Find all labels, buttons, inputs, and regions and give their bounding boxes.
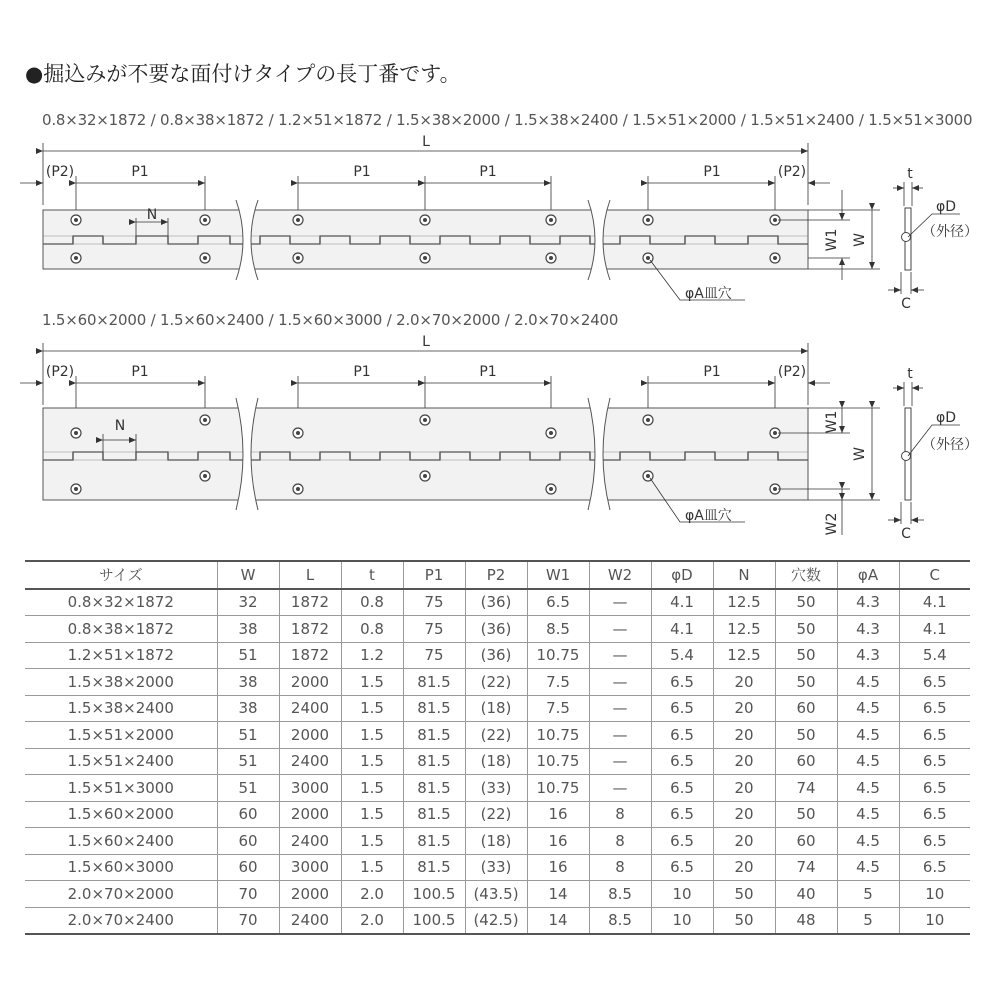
table-cell: 1.5: [341, 748, 403, 775]
table-cell: 7.5: [527, 669, 589, 696]
table-cell: (36): [465, 589, 527, 616]
table-cell: (43.5): [465, 881, 527, 908]
table-cell: 8: [589, 854, 651, 881]
outer-label-2: （外径）: [922, 437, 978, 453]
table-cell: 32: [217, 589, 279, 616]
column-header: P2: [465, 561, 527, 589]
column-header: φD: [651, 561, 713, 589]
table-cell: —: [589, 722, 651, 749]
table-cell: 10.75: [527, 722, 589, 749]
table-row: [25, 695, 970, 722]
table-cell: 1.5: [341, 854, 403, 881]
table-row: [25, 854, 970, 881]
table-cell: 2000: [279, 669, 341, 696]
table-cell: —: [589, 669, 651, 696]
table-cell: 16: [527, 801, 589, 828]
table-cell: 10.75: [527, 748, 589, 775]
table-cell: 1.5×60×2000: [25, 801, 217, 828]
dim-t-2: t: [907, 366, 913, 382]
outer-label-1: （外径）: [922, 224, 978, 240]
table-cell: 60: [775, 828, 837, 855]
table-cell: 1.5: [341, 828, 403, 855]
table-cell: 50: [775, 722, 837, 749]
table-cell: 6.5: [651, 775, 713, 802]
table-cell: 12.5: [713, 616, 775, 643]
dim-C-2: C: [901, 526, 911, 542]
table-cell: 1.5: [341, 669, 403, 696]
table-cell: 50: [775, 801, 837, 828]
table-cell: 10: [899, 907, 970, 934]
table-cell: 81.5: [403, 775, 465, 802]
table-cell: 60: [217, 854, 279, 881]
sizes-group-1: 0.8×32×1872 ∕ 0.8×38×1872 ∕ 1.2×51×1872 ∕ 1.5×38×2000 ∕ 1.5×38×2400 ∕ 1.5×51×2000 ∕ 1.5×51×2400 ∕ 1.5×51×3000: [42, 111, 973, 129]
table-cell: 2.0×70×2000: [25, 881, 217, 908]
table-cell: 38: [217, 616, 279, 643]
table-cell: —: [589, 748, 651, 775]
table-cell: 1.5×38×2400: [25, 695, 217, 722]
table-cell: (33): [465, 775, 527, 802]
table-cell: 50: [713, 907, 775, 934]
table-cell: (22): [465, 669, 527, 696]
table-cell: 2400: [279, 907, 341, 934]
table-cell: 74: [775, 775, 837, 802]
dim-W1-1: W1: [824, 228, 840, 252]
table-cell: (36): [465, 642, 527, 669]
table-cell: 2000: [279, 801, 341, 828]
table-row: [25, 775, 970, 802]
table-cell: 6.5: [651, 669, 713, 696]
table-cell: 1.5: [341, 801, 403, 828]
table-row: [25, 589, 970, 616]
table-cell: 75: [403, 589, 465, 616]
phiD-label-2: φD: [936, 410, 957, 426]
table-cell: 81.5: [403, 828, 465, 855]
table-cell: —: [589, 589, 651, 616]
table-cell: 38: [217, 669, 279, 696]
table-cell: 8.5: [527, 616, 589, 643]
table-cell: 100.5: [403, 907, 465, 934]
table-cell: (18): [465, 828, 527, 855]
table-cell: 2000: [279, 722, 341, 749]
table-cell: 3000: [279, 854, 341, 881]
table-cell: 10.75: [527, 775, 589, 802]
dim-N-2: N: [114, 418, 126, 434]
table-cell: 3000: [279, 775, 341, 802]
table-cell: 10.75: [527, 642, 589, 669]
dim-W1-2: W1: [824, 410, 840, 434]
table-cell: 50: [713, 881, 775, 908]
table-cell: 4.5: [837, 669, 899, 696]
table-cell: 4.5: [837, 775, 899, 802]
table-cell: 1.5×51×2400: [25, 748, 217, 775]
table-cell: 51: [217, 775, 279, 802]
table-cell: 2000: [279, 881, 341, 908]
dim-P2-left: (P2): [45, 164, 75, 180]
dim-P1-d-2: P1: [703, 364, 721, 380]
dim-P1-b: P1: [353, 164, 371, 180]
table-cell: (18): [465, 748, 527, 775]
table-cell: 16: [527, 854, 589, 881]
table-cell: 4.3: [837, 616, 899, 643]
dim-P1-b-2: P1: [353, 364, 371, 380]
table-cell: 7.5: [527, 695, 589, 722]
table-cell: 1.5: [341, 695, 403, 722]
table-cell: 81.5: [403, 801, 465, 828]
column-header: W2: [589, 561, 651, 589]
table-cell: (33): [465, 854, 527, 881]
table-cell: 6.5: [651, 854, 713, 881]
dim-L-label: L: [422, 134, 430, 150]
column-header: W1: [527, 561, 589, 589]
table-cell: 20: [713, 669, 775, 696]
phiD-label-1: φD: [936, 199, 957, 215]
table-cell: 20: [713, 828, 775, 855]
dim-t-1: t: [907, 166, 913, 182]
sizes-group-2: 1.5×60×2000 ∕ 1.5×60×2400 ∕ 1.5×60×3000 ∕ 2.0×70×2000 ∕ 2.0×70×2400: [42, 311, 619, 329]
table-cell: 1.2: [341, 642, 403, 669]
dim-P1-a: P1: [131, 164, 149, 180]
table-cell: 20: [713, 801, 775, 828]
table-cell: 2.0: [341, 907, 403, 934]
table-cell: 6.5: [899, 748, 970, 775]
table-cell: 20: [713, 722, 775, 749]
table-row: [25, 907, 970, 934]
table-cell: 5: [837, 881, 899, 908]
table-cell: 74: [775, 854, 837, 881]
dim-P2-right-2: (P2): [777, 364, 807, 380]
table-cell: 40: [775, 881, 837, 908]
table-cell: 20: [713, 854, 775, 881]
table-cell: 6.5: [899, 695, 970, 722]
table-cell: 20: [713, 775, 775, 802]
table-row: [25, 828, 970, 855]
table-cell: 51: [217, 748, 279, 775]
table-cell: —: [589, 642, 651, 669]
table-cell: 0.8×32×1872: [25, 589, 217, 616]
table-cell: 6.5: [899, 722, 970, 749]
table-cell: 8: [589, 828, 651, 855]
dim-P1-c-2: P1: [479, 364, 497, 380]
column-header: N: [713, 561, 775, 589]
table-cell: 60: [217, 801, 279, 828]
column-header: φA: [837, 561, 899, 589]
table-cell: 6.5: [899, 669, 970, 696]
table-cell: 75: [403, 642, 465, 669]
table-cell: 4.1: [651, 589, 713, 616]
table-cell: 4.5: [837, 828, 899, 855]
table-cell: 6.5: [651, 801, 713, 828]
table-cell: 6.5: [899, 828, 970, 855]
table-cell: 1.5×38×2000: [25, 669, 217, 696]
table-cell: 14: [527, 881, 589, 908]
table-cell: —: [589, 616, 651, 643]
table-cell: 38: [217, 695, 279, 722]
table-cell: (36): [465, 616, 527, 643]
table-cell: 4.5: [837, 854, 899, 881]
table-cell: 0.8: [341, 589, 403, 616]
table-cell: 4.3: [837, 642, 899, 669]
phiA-label-1: φA皿穴: [685, 286, 732, 302]
table-cell: —: [589, 695, 651, 722]
table-cell: 60: [775, 695, 837, 722]
dim-L-label-2: L: [422, 334, 430, 350]
table-row: [25, 881, 970, 908]
phiA-label-2: φA皿穴: [685, 508, 732, 524]
table-row: [25, 616, 970, 643]
table-cell: 1.5: [341, 775, 403, 802]
column-header: C: [899, 561, 970, 589]
table-cell: 81.5: [403, 722, 465, 749]
table-cell: 12.5: [713, 589, 775, 616]
table-cell: 1872: [279, 616, 341, 643]
table-cell: 81.5: [403, 669, 465, 696]
dim-P2-left-2: (P2): [45, 364, 75, 380]
table-cell: 50: [775, 616, 837, 643]
table-cell: 1.5: [341, 722, 403, 749]
table-cell: 4.1: [899, 589, 970, 616]
dim-P1-c: P1: [479, 164, 497, 180]
table-cell: 6.5: [651, 695, 713, 722]
table-cell: 6.5: [651, 828, 713, 855]
table-cell: 4.5: [837, 722, 899, 749]
table-header-row: [25, 561, 970, 589]
table-cell: 12.5: [713, 642, 775, 669]
table-cell: 20: [713, 748, 775, 775]
table-body: [25, 589, 970, 935]
table-cell: 60: [217, 828, 279, 855]
hinge-front-view-2: [20, 334, 978, 542]
table-cell: 2400: [279, 695, 341, 722]
table-cell: 6.5: [651, 748, 713, 775]
table-cell: 50: [775, 589, 837, 616]
table-cell: 4.1: [651, 616, 713, 643]
column-header: t: [341, 561, 403, 589]
table-cell: 50: [775, 669, 837, 696]
table-cell: 8.5: [589, 907, 651, 934]
table-cell: 10: [651, 881, 713, 908]
table-cell: 14: [527, 907, 589, 934]
table-row: [25, 748, 970, 775]
table-cell: 1872: [279, 642, 341, 669]
dim-P1-d: P1: [703, 164, 721, 180]
table-cell: 4.5: [837, 801, 899, 828]
dim-P1-a-2: P1: [131, 364, 149, 380]
spec-table: [25, 560, 970, 935]
table-cell: (42.5): [465, 907, 527, 934]
table-cell: (22): [465, 801, 527, 828]
table-cell: 60: [775, 748, 837, 775]
table-cell: 16: [527, 828, 589, 855]
dim-P2-right: (P2): [777, 164, 807, 180]
table-cell: 0.8×38×1872: [25, 616, 217, 643]
table-cell: 50: [775, 642, 837, 669]
dim-W-1: W: [852, 233, 868, 247]
table-cell: 2.0: [341, 881, 403, 908]
table-cell: 4.5: [837, 748, 899, 775]
table-cell: 20: [713, 695, 775, 722]
table-cell: 51: [217, 722, 279, 749]
table-cell: 1.5×60×3000: [25, 854, 217, 881]
table-cell: 81.5: [403, 695, 465, 722]
table-cell: 2400: [279, 828, 341, 855]
table-cell: 1.5×51×3000: [25, 775, 217, 802]
column-header: L: [279, 561, 341, 589]
table-cell: 4.5: [837, 695, 899, 722]
table-cell: 10: [899, 881, 970, 908]
hinge-front-view-1: [20, 134, 978, 312]
dim-C-1: C: [901, 296, 911, 312]
table-cell: 5.4: [899, 642, 970, 669]
table-cell: 75: [403, 616, 465, 643]
table-cell: (18): [465, 695, 527, 722]
table-cell: —: [589, 775, 651, 802]
column-header: 穴数: [775, 561, 837, 589]
table-cell: 51: [217, 642, 279, 669]
table-cell: 81.5: [403, 854, 465, 881]
column-header: P1: [403, 561, 465, 589]
table-cell: 6.5: [899, 801, 970, 828]
table-cell: 100.5: [403, 881, 465, 908]
table-cell: 1.5×51×2000: [25, 722, 217, 749]
table-cell: 8: [589, 801, 651, 828]
dim-W2-2: W2: [824, 512, 840, 536]
table-row: [25, 669, 970, 696]
table-cell: 0.8: [341, 616, 403, 643]
table-cell: 48: [775, 907, 837, 934]
table-cell: 6.5: [651, 722, 713, 749]
table-cell: 1.5×60×2400: [25, 828, 217, 855]
table-row: [25, 642, 970, 669]
page-heading: ●掘込みが不要な面付けタイプの長丁番です。: [25, 62, 461, 86]
table-cell: 2400: [279, 748, 341, 775]
table-cell: 70: [217, 881, 279, 908]
column-header: W: [217, 561, 279, 589]
table-cell: 6.5: [899, 775, 970, 802]
table-cell: 6.5: [899, 854, 970, 881]
table-cell: 5.4: [651, 642, 713, 669]
table-cell: 1872: [279, 589, 341, 616]
table-cell: 2.0×70×2400: [25, 907, 217, 934]
table-cell: 10: [651, 907, 713, 934]
table-cell: 6.5: [527, 589, 589, 616]
table-cell: 5: [837, 907, 899, 934]
table-row: [25, 722, 970, 749]
table-cell: 1.2×51×1872: [25, 642, 217, 669]
dim-W-2: W: [852, 447, 868, 461]
table-cell: 70: [217, 907, 279, 934]
table-cell: (22): [465, 722, 527, 749]
table-cell: 4.3: [837, 589, 899, 616]
table-cell: 81.5: [403, 748, 465, 775]
dim-N: N: [146, 207, 158, 223]
table-cell: 4.1: [899, 616, 970, 643]
table-row: [25, 801, 970, 828]
column-header: サイズ: [25, 561, 217, 589]
table-cell: 8.5: [589, 881, 651, 908]
